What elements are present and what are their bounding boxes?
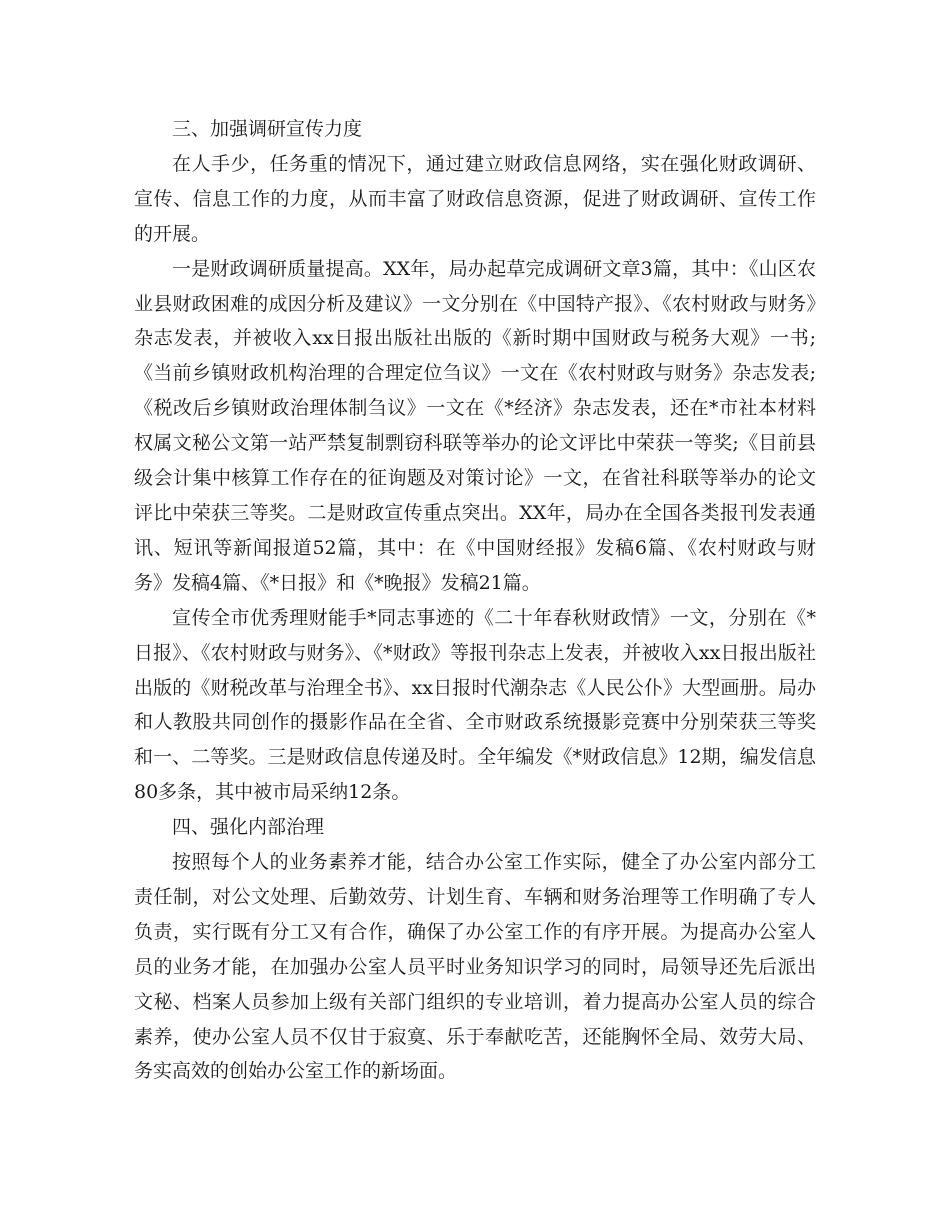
- paragraph: 一是财政调研质量提高。XX年，局办起草完成调研文章3篇，其中：《山区农业县财政困难的成因分析及建议》一文分别在《中国特产报》、《农村财政与财务》杂志发表，并被收入xx日报出版社出版的《新时期中国财政与税务大观》一书;《当前乡镇财政机构治理的合理定位刍议》一文在《农村财政与财务》杂志发表;《税改后乡镇财政治理体制刍议》一文在《*经济》杂志发表，还在*市社本材料权属文秘公文第一站严禁复制剽窃科联等举办的论文评比中荣获一等奖;《目前县级会计集中核算工作存在的征询题及对策讨论》一文，在省社科联等举办的论文评比中荣获三等奖。二是财政宣传重点突出。XX年，局办在全国各类报刊发表通讯、短讯等新闻报道52篇，其中：在《中国财经报》发稿6篇、《农村财政与财务》发稿4篇、《*日报》和《*晚报》发稿21篇。: [134, 257, 816, 594]
- paragraph: 宣传全市优秀理财能手*同志事迹的《二十年春秋财政情》一文，分别在《*日报》、《农村财政与财务》、《*财政》等报刊杂志上发表，并被收入xx日报出版社出版的《财税改革与治理全书》、xx日报时代潮杂志《人民公仆》大型画册。局办和人教股共同创作的摄影作品在全省、全市财政系统摄影竞赛中分别荣获三等奖和一、二等奖。三是财政信息传递及时。全年编发《*财政信息》12期，编发信息80多条，其中被市局采纳12条。: [134, 606, 816, 804]
- paragraph: 在人手少，任务重的情况下，通过建立财政信息网络，实在强化财政调研、宣传、信息工作的力度，从而丰富了财政信息资源，促进了财政调研、宣传工作的开展。: [134, 152, 816, 245]
- document-body: [134, 112, 816, 1089]
- section-heading-3: 三、加强调研宣传力度: [172, 118, 363, 140]
- paragraph: 按照每个人的业务素养才能，结合办公室工作实际，健全了办公室内部分工责任制，对公文处理、后勤效劳、计划生育、车辆和财务治理等工作明确了专人负责，实行既有分工又有合作，确保了办公室工作的有序开展。为提高办公室人员的业务才能，在加强办公室人员平时业务知识学习的同时，局领导还先后派出文秘、档案人员参加上级有关部门组织的专业培训，着力提高办公室人员的综合素养，使办公室人员不仅甘于寂寞、乐于奉献吃苦，还能胸怀全局、效劳大局、务实高效的创始办公室工作的新场面。: [134, 851, 816, 1083]
- section-heading-4: 四、强化内部治理: [172, 816, 325, 839]
